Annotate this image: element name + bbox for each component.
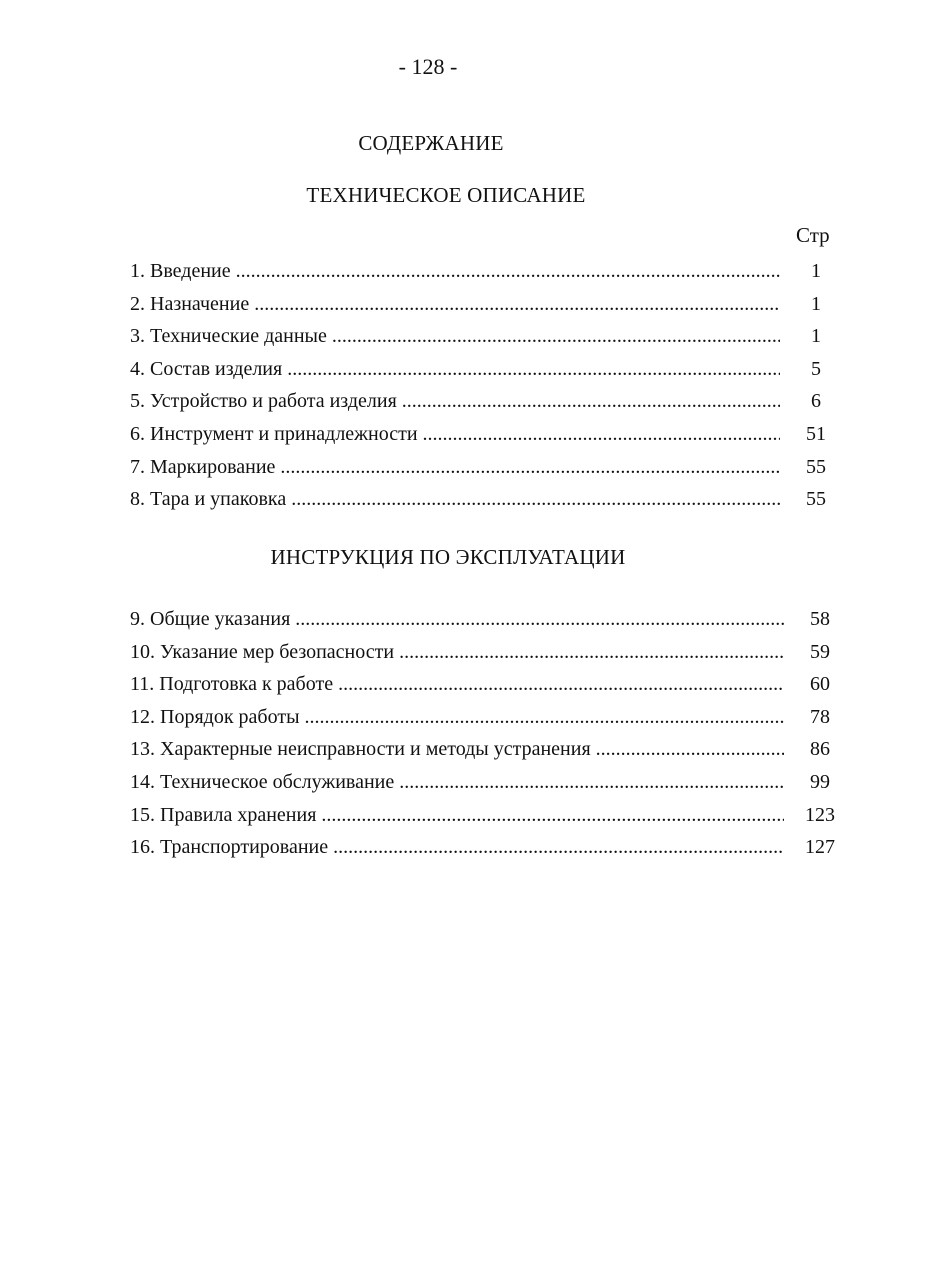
toc-entry-page: 55	[806, 455, 826, 478]
toc-entry-label: 15. Правила хранения .....	[130, 799, 784, 832]
toc-list-technical-description	[130, 255, 826, 516]
toc-entry[interactable]	[130, 733, 830, 766]
toc-entry[interactable]	[130, 831, 835, 864]
toc-entry-label: 7. Маркирование .....	[130, 451, 780, 484]
toc-entry[interactable]	[130, 255, 821, 288]
toc-entry[interactable]	[130, 603, 830, 636]
toc-entry-page: 1	[811, 260, 821, 282]
toc-entry[interactable]	[130, 766, 830, 799]
toc-entry-label: 10. Указание мер безопасности .....	[130, 636, 784, 669]
toc-entry-label: 8. Тара и упаковка .....	[130, 483, 780, 516]
toc-list-operating-instructions	[130, 603, 835, 864]
toc-entry-label: 12. Порядок работы .....	[130, 701, 784, 734]
toc-entry[interactable]	[130, 636, 830, 669]
toc-entry[interactable]	[130, 701, 830, 734]
toc-entry-label: 2. Назначение .....	[130, 288, 780, 321]
toc-entry[interactable]	[130, 668, 830, 701]
toc-entry-label: 13. Характерные неисправности и методы устранения .....	[130, 733, 784, 766]
toc-entry[interactable]	[130, 799, 835, 832]
toc-entry-label: 1. Введение .....	[130, 255, 780, 288]
toc-entry-label: 16. Транспортирование .....	[130, 831, 784, 864]
toc-entry-label: 14. Техническое обслуживание .....	[130, 766, 784, 799]
toc-entry-page: 60	[810, 673, 830, 696]
toc-entry[interactable]	[130, 385, 821, 418]
toc-entry-page: 123	[805, 803, 835, 826]
toc-entry-label: 5. Устройство и работа изделия .....	[130, 385, 780, 418]
toc-entry-label: 9. Общие указания .....	[130, 603, 784, 636]
page-column-label: Стр	[796, 223, 830, 247]
toc-entry-page: 86	[810, 738, 830, 761]
toc-entry[interactable]	[130, 451, 826, 484]
toc-entry[interactable]	[130, 483, 826, 516]
toc-entry[interactable]	[130, 353, 821, 386]
toc-entry-page: 1	[811, 292, 821, 315]
toc-entry-page: 5	[811, 357, 821, 380]
toc-entry-label: 3. Технические данные .....	[130, 320, 780, 353]
toc-entry-label: 6. Инструмент и принадлежности .....	[130, 418, 780, 451]
toc-entry-page: 6	[811, 390, 821, 413]
toc-entry-page: 51	[806, 422, 826, 445]
toc-entry[interactable]	[130, 288, 821, 321]
toc-entry-page: 99	[810, 770, 830, 793]
toc-entry-page: 1	[811, 325, 821, 348]
section-heading-operating-instructions: ИНСТРУКЦИЯ ПО ЭКСПЛУАТАЦИИ	[270, 545, 626, 569]
toc-entry-page: 59	[810, 640, 830, 663]
toc-entry[interactable]	[130, 320, 821, 353]
page-number: - 128 -	[398, 54, 458, 79]
contents-title: СОДЕРЖАНИЕ	[358, 131, 504, 155]
toc-entry-page: 78	[810, 705, 830, 728]
toc-entry-page: 55	[806, 488, 826, 511]
toc-entry-page: 127	[805, 836, 835, 859]
section-heading-technical-description: ТЕХНИЧЕСКОЕ ОПИСАНИЕ	[306, 183, 586, 207]
toc-entry-label: 11. Подготовка к работе .....	[130, 668, 784, 701]
toc-entry-page: 58	[810, 608, 830, 630]
toc-entry-label: 4. Состав изделия .....	[130, 353, 780, 386]
toc-entry[interactable]	[130, 418, 826, 451]
